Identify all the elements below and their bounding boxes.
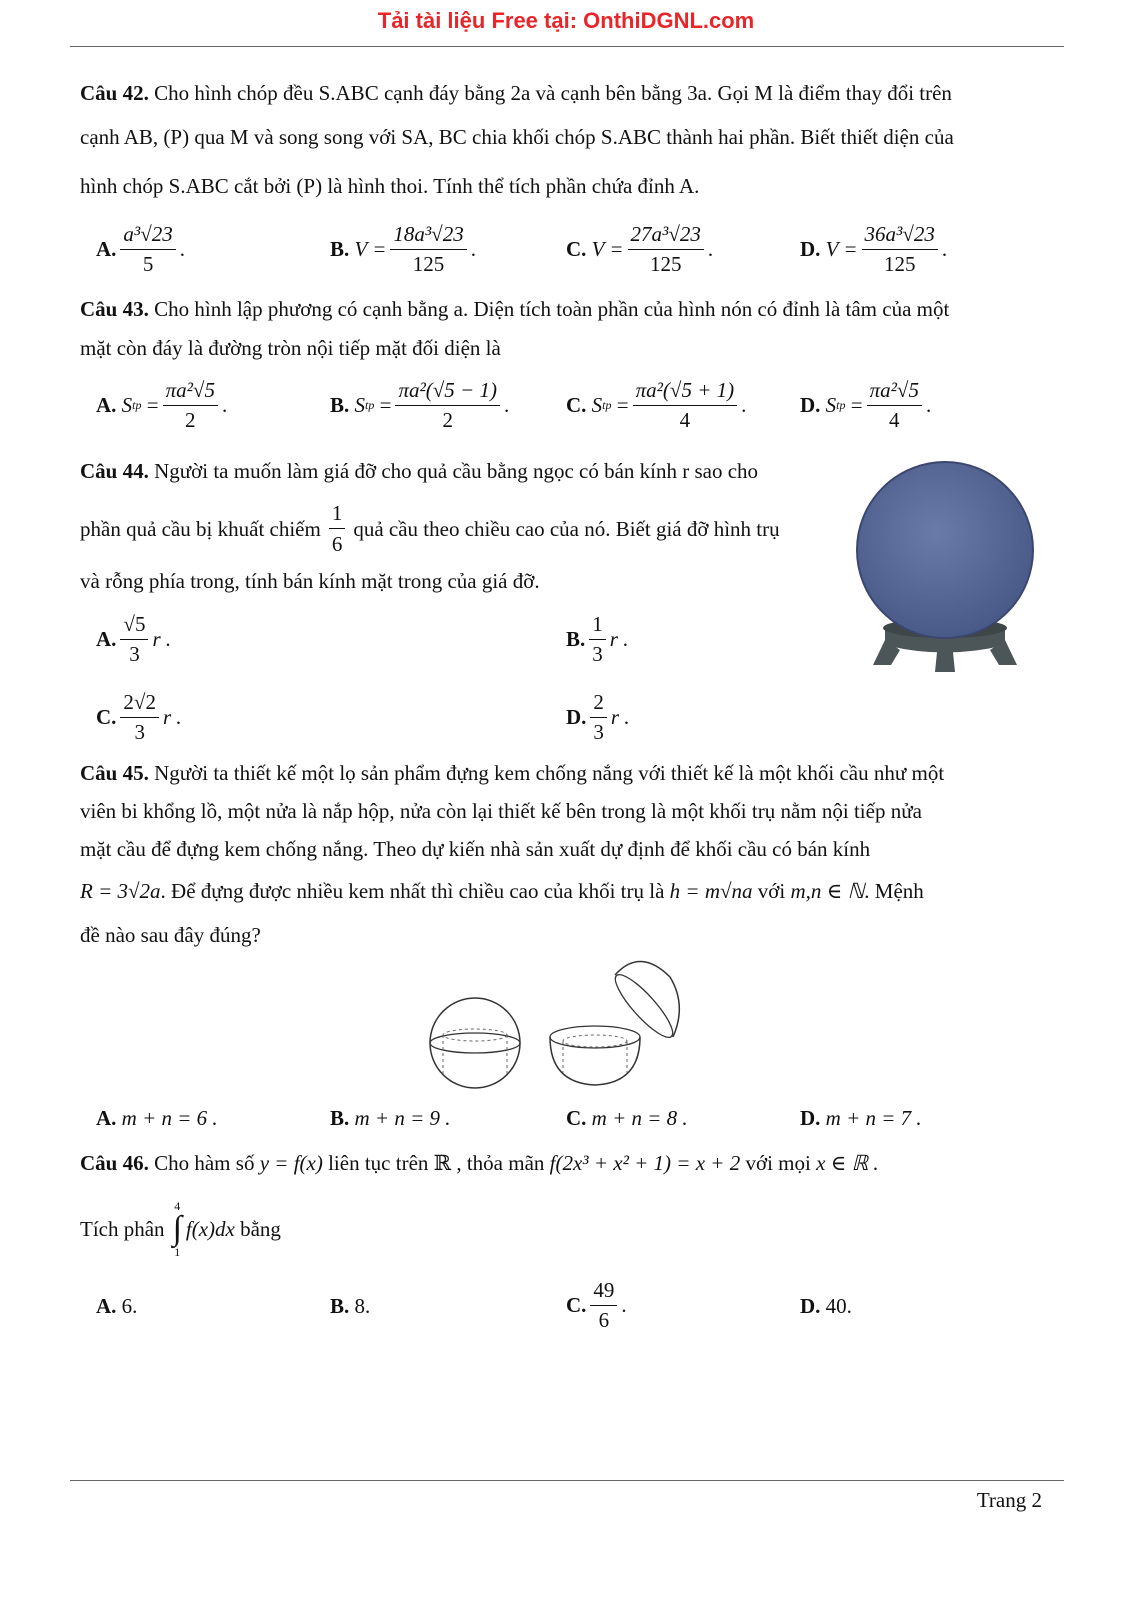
q44-option-c[interactable] (96, 690, 182, 745)
q43-d-label: D. (800, 393, 821, 417)
q44-c-den: 3 (134, 720, 145, 744)
q46-c-frac (590, 1278, 617, 1333)
q43-b-pre: S (354, 393, 366, 417)
q43-line1 (80, 296, 1060, 322)
q45-formula-mn: m,n ∈ ℕ (790, 879, 865, 903)
q44-line3: và rỗng phía trong, tính bán kính mặt trong của giá đỡ. (80, 569, 540, 593)
q43-c-num: πa²(√5 + 1) (633, 378, 738, 406)
q44-d-post: r . (610, 705, 630, 729)
q42-b-pre: V = (354, 237, 387, 261)
q46-text2a: Tích phân (80, 1216, 165, 1241)
q46-d-text: 40. (825, 1294, 852, 1318)
q46-text1c: liên tục trên ℝ , thỏa mãn (328, 1151, 545, 1175)
q42-text1: Cho hình chóp đều S.ABC cạnh đáy bằng 2a và cạnh bên bằng 3a. Gọi M là điểm thay đổi trên (154, 81, 952, 105)
q45-text1: Người ta thiết kế một lọ sản phẩm đựng kem chống nắng với thiết kế là một khối cầu như một (154, 761, 945, 785)
q43-option-a[interactable]: A. S tp = $\frac{\text{πa²√5}}{2}$ . (96, 378, 228, 432)
q44-a-num: √5 (120, 612, 148, 640)
q42-d-frac (862, 222, 938, 277)
q44-d-label: D. (566, 705, 587, 729)
header-divider (70, 46, 1064, 47)
q43-d-frac (867, 378, 922, 433)
stand-leg-center (935, 652, 955, 672)
q44-b-den: 3 (592, 642, 603, 666)
q42-line1 (80, 80, 1060, 106)
q46-d-label: D. (800, 1294, 821, 1318)
q44-b-post: r . (609, 627, 629, 651)
q42-option-a[interactable]: A. $\frac{\text{a³√23}}{5}$ . (96, 222, 185, 276)
q42-a-frac (120, 222, 175, 277)
q42-a-label: A. (96, 237, 117, 261)
q46-c-num: 49 (590, 1278, 617, 1306)
q43-c-frac (633, 378, 738, 433)
q43-option-b[interactable]: B. S tp = $\frac{\text{πa²(√5 − 1)}}{2}$ . (330, 378, 510, 432)
q46-line2 (80, 1200, 1060, 1258)
q44-d-frac (590, 690, 607, 745)
q44-frac (329, 500, 346, 558)
q46-label: Câu 46. (80, 1151, 149, 1175)
q42-b-num: 18a³√23 (390, 222, 466, 250)
q43-d-pre: S (825, 393, 837, 417)
integral-sign (173, 1200, 182, 1258)
q45-a-label: A. (96, 1106, 117, 1130)
q44-text2b: quả cầu theo chiều cao của nó. Biết giá đỡ hình trụ (353, 516, 780, 541)
q44-c-label: C. (96, 705, 117, 729)
q44-c-num: 2√2 (120, 690, 159, 718)
q45-line1 (80, 760, 1060, 786)
q43-b-num: πa²(√5 − 1) (395, 378, 500, 406)
q45-d-text: m + n = 7 . (825, 1106, 922, 1130)
q44-a-post: r . (152, 627, 172, 651)
q44-line2 (80, 500, 840, 558)
q42-d-pre: V = (825, 237, 858, 261)
q45-line3: mặt cầu để đựng kem chống nắng. Theo dự kiến nhà sản xuất dự định để khối cầu có bán kính (80, 837, 871, 861)
q44-d-num: 2 (590, 690, 607, 718)
closed-sphere-cylinder-top (443, 1029, 507, 1041)
q45-d-label: D. (800, 1106, 821, 1130)
q43-c-sub: tp (602, 398, 612, 412)
q43-a-den: 2 (185, 408, 196, 432)
lid-rim (608, 968, 679, 1044)
bowl-cylinder-top (563, 1035, 627, 1047)
q46-a-text: 6. (121, 1294, 138, 1318)
q44-text2a: phần quả cầu bị khuất chiếm (80, 516, 321, 541)
q45-option-c[interactable] (566, 1106, 688, 1131)
q43-c-label: C. (566, 393, 587, 417)
q46-text1e: với mọi (745, 1151, 811, 1175)
q45-option-a[interactable] (96, 1106, 218, 1131)
q43-label: Câu 43. (80, 297, 149, 321)
q42-a-num: a³√23 (120, 222, 175, 250)
q45-a-text: m + n = 6 . (121, 1106, 218, 1130)
q42-option-b[interactable]: B. V = $\frac{\text{18a³√23}}{125}$ . (330, 222, 476, 276)
footer-divider (70, 1480, 1064, 1481)
q45-c-label: C. (566, 1106, 587, 1130)
q45-text4b: . Để đựng được nhiều kem nhất thì chiều cao của khối trụ là (160, 879, 665, 903)
q42-option-c[interactable]: C. V = $\frac{\text{27a³√23}}{125}$ . (566, 222, 714, 276)
q46-integrand: f(x)dx (185, 1216, 235, 1241)
q43-text1: Cho hình lập phương có cạnh bằng a. Diện tích toàn phần của hình nón có đỉnh là tâm của một (154, 297, 950, 321)
q43-b-sub: tp (365, 398, 375, 412)
q43-c-den: 4 (679, 408, 691, 432)
q43-d-den: 4 (889, 408, 900, 432)
q45-b-text: m + n = 9 . (354, 1106, 451, 1130)
q44-frac-num: 1 (329, 500, 346, 529)
q46-option-c[interactable]: C. $\frac{49}{6}$ . (566, 1278, 627, 1332)
q42-b-label: B. (330, 237, 350, 261)
q43-d-num: πa²√5 (867, 378, 922, 406)
q43-d-sub: tp (836, 398, 846, 412)
q45-option-b[interactable] (330, 1106, 451, 1131)
q44-label: Câu 44. (80, 459, 149, 483)
bowl-rim (550, 1026, 640, 1048)
q44-b-frac (589, 612, 606, 667)
q46-option-b[interactable] (330, 1294, 370, 1319)
q44-c-post: r . (162, 705, 182, 729)
q45-line4 (80, 878, 1060, 904)
integral-symbol: ∫ (172, 1210, 182, 1247)
q42-label: Câu 42. (80, 81, 149, 105)
q42-option-d[interactable]: D. V = $\frac{\text{36a³√23}}{125}$ . (800, 222, 948, 276)
q43-b-label: B. (330, 393, 350, 417)
q45-label: Câu 45. (80, 761, 149, 785)
q44-b-num: 1 (589, 612, 606, 640)
q45-text4f: . Mệnh (864, 879, 924, 903)
q43-a-num: πa²√5 (163, 378, 218, 406)
q44-a-frac (120, 612, 148, 667)
q44-c-frac (120, 690, 159, 745)
q44-b-label: B. (566, 627, 586, 651)
q42-line3: hình chóp S.ABC cắt bởi (P) là hình thoi. Tính thể tích phần chứa đỉnh A. (80, 174, 700, 198)
q45-line2: viên bi khổng lồ, một nửa là nắp hộp, nửa còn lại thiết kế bên trong là một khối trụ nằm nội tiếp nửa (80, 799, 922, 823)
q44-text1: Người ta muốn làm giá đỡ cho quả cầu bằng ngọc có bán kính r sao cho (154, 459, 759, 483)
q45-formula-h: h = m√na (669, 879, 753, 903)
q45-line5: đề nào sau đây đúng? (80, 923, 261, 947)
q45-text4d: với (757, 879, 786, 903)
q45-c-text: m + n = 8 . (591, 1106, 688, 1130)
q46-option-a[interactable] (96, 1294, 137, 1319)
q46-formula-x: x ∈ ℝ . (816, 1151, 879, 1175)
sphere-jar-figure (425, 955, 695, 1095)
q46-b-text: 8. (354, 1294, 371, 1318)
integral-lower: 1 (174, 1245, 181, 1259)
q44-frac-den: 6 (331, 532, 343, 557)
q43-a-sub: tp (132, 398, 142, 412)
q43-a-pre: S (121, 393, 133, 417)
q45-formula-r: R = 3√2a (80, 879, 161, 903)
q45-option-d[interactable] (800, 1106, 922, 1131)
q45-b-label: B. (330, 1106, 350, 1130)
q44-a-den: 3 (129, 642, 140, 666)
q43-option-d[interactable]: D. S tp = $\frac{\text{πa²√5}}{4}$ . (800, 378, 932, 432)
q46-text2b: bằng (240, 1216, 281, 1241)
q44-option-b[interactable] (566, 612, 628, 667)
q42-b-frac (390, 222, 466, 277)
q42-c-frac (628, 222, 704, 277)
q42-c-num: 27a³√23 (628, 222, 704, 250)
q44-option-a[interactable] (96, 612, 171, 667)
q43-c-pre: S (591, 393, 603, 417)
q42-c-den: 125 (649, 252, 682, 276)
q46-b-label: B. (330, 1294, 350, 1318)
q46-a-label: A. (96, 1294, 117, 1318)
crystal-ball-figure (845, 460, 1045, 680)
q42-a-den: 5 (142, 252, 154, 276)
integral-upper: 4 (174, 1199, 181, 1213)
q42-d-label: D. (800, 237, 821, 261)
page-number: Trang 2 (976, 1488, 1042, 1512)
q44-option-d[interactable] (566, 690, 630, 745)
q46-c-label: C. (566, 1293, 587, 1317)
q42-c-pre: V = (591, 237, 624, 261)
q42-c-label: C. (566, 237, 587, 261)
q46-c-den: 6 (598, 1308, 610, 1332)
q46-formula-f: f(2x³ + x² + 1) = x + 2 (549, 1151, 741, 1175)
glass-ball (857, 462, 1033, 638)
q44-a-label: A. (96, 627, 117, 651)
q43-option-c[interactable]: C. S tp = $\frac{\text{πa²(√5 + 1)}}{4}$ . (566, 378, 747, 432)
q42-line2: cạnh AB, (P) qua M và song song với SA, BC chia khối chóp S.ABC thành hai phần. Biết thiết diện của (80, 125, 954, 149)
q46-line1 (80, 1150, 1060, 1176)
q43-a-label: A. (96, 393, 117, 417)
q43-a-frac (163, 378, 218, 433)
q43-line2: mặt còn đáy là đường tròn nội tiếp mặt đối diện là (80, 336, 501, 360)
q43-b-den: 2 (442, 408, 453, 432)
q42-b-den: 125 (412, 252, 445, 276)
q43-b-frac (395, 378, 500, 433)
q42-d-den: 125 (883, 252, 916, 276)
q42-d-num: 36a³√23 (862, 222, 938, 250)
q46-formula-y: y = f(x) (259, 1151, 323, 1175)
site-header: Tải tài liệu Free tại: OnthiDGNL.com (377, 8, 755, 33)
q46-option-d[interactable] (800, 1294, 852, 1319)
q44-line1 (80, 458, 840, 484)
q44-d-den: 3 (593, 720, 604, 744)
q46-text1a: Cho hàm số (154, 1151, 255, 1175)
